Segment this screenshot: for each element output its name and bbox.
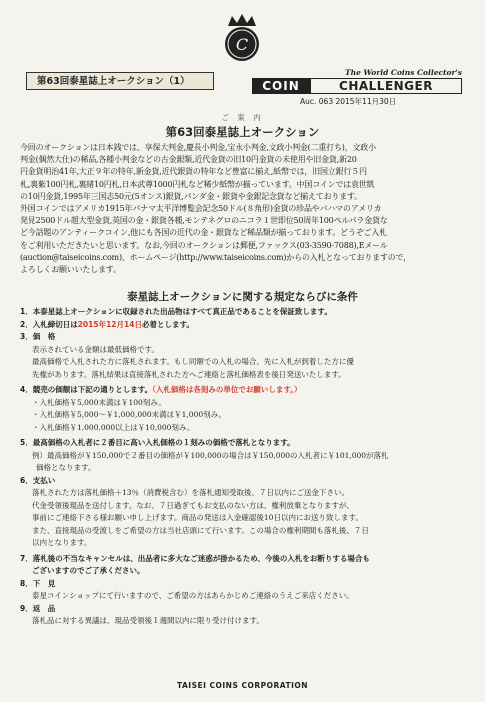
footer-company: TAISEI COINS CORPORATION	[176, 681, 309, 690]
intro-line: 外国コインではアメリカ1915年パナマ太平洋博覧会記念50ドル(８角形)金貨の珍品やバハマのアメリカ	[20, 204, 382, 214]
brand-logo	[252, 78, 462, 94]
rule-2: 2．入札締切日は2015年12月14日必着とします。	[20, 319, 194, 329]
rule-3-heading: 3．価 格	[20, 332, 56, 341]
svg-text:C: C	[235, 35, 249, 54]
bid-increment: ・入札価格￥1,000,000以上は￥10,000刻み。	[32, 422, 195, 432]
intro-line: の10円金貨,1995年三国志50元(5オンス)銀貨,パンダ金・銀貨や金銀記念貨など揃えております。	[20, 191, 362, 201]
rule-5-example: 例）最高価格が￥150,000で２番目の価格が￥100,000の場合は￥150,000の入札者に￥101,000が落札	[32, 450, 389, 460]
page-title-box: 第63回泰星誌上オークション（1）	[26, 72, 214, 90]
issue-date: Auc. 063 2015年11月30日	[300, 97, 397, 106]
intro-line: 円金貨明治41年,大正９年の特年,新金貨,近代銀貨の特年など豊富に揃え,紙幣では，旧国立銀行５円	[20, 167, 367, 177]
rule-6-text: 代金受領後現品を送付します。なお、７日過ぎてもお支払のない方は、権利放棄となりますが、	[32, 500, 354, 510]
rule-7: 7．落札後の不当なキャンセルは、出品者に多大なご迷惑が掛かるため、今後の入札をお断りする場合も	[20, 553, 370, 563]
rule-8-heading: 8．下 見	[20, 578, 56, 588]
crown-monogram-icon	[218, 12, 266, 64]
rule-5-example: 価格となります。	[36, 463, 96, 472]
main-title: 第63回泰星誌上オークション	[165, 125, 320, 139]
rule-6-text: また、直接現品の受渡しをご希望の方は当社店頭にて行います。この場合の権利期間も落札後、７日	[32, 525, 369, 535]
brand-subtitle: The World Coins Collector's	[345, 68, 462, 77]
section-label: ご 案 内	[221, 113, 264, 122]
rule-3-text: 最高価格で入札された方に落札されます。もし同額での入札の場合、先に入札が到着した方に優	[32, 357, 354, 366]
rule-7-text: ございますのでご了承ください。	[32, 566, 145, 575]
rule-6-text: 事前にご連絡下さる様お願い申し上げます。商品の発送は入金確認後10日以内にお送り致します。	[32, 513, 363, 522]
rule-9-heading: 9．返 品	[20, 603, 56, 613]
deadline-date: 2015年12月14日	[77, 319, 142, 329]
intro-line: 札,裏紫100円札,裏緒10円札,日本武尊1000円札など稀少紙幣が揃っています。中国コインでは袁世凱	[20, 179, 375, 189]
rule-6-heading: 6．支払い	[20, 475, 56, 485]
rule-3-text: 表示されている金額は最低価格です。	[32, 344, 159, 354]
intro-paragraph	[20, 142, 465, 276]
bid-increment: ・入札価格￥5,000未満は￥100刻み。	[32, 397, 166, 407]
rule-5: 5．最高価格の入札者に２番目に高い入札価格の１刻みの価格で落札となります。	[20, 438, 295, 447]
intro-line: ど今話題のアンティークコイン,他にも各国の近代の金・銀貨など稀品類が揃っております。どうぞご入札	[20, 228, 387, 238]
bid-unit-note: （入札価格は各刻みの単位でお願いします。）	[152, 385, 302, 394]
rule-9-text: 落札品に対する異議は、現品受領後１週間以内に限り受け付けます。	[32, 616, 264, 625]
rules-title: 泰星誌上オークションに関する規定ならびに条件	[127, 291, 358, 303]
brand-challenger: CHALLENGER	[310, 78, 462, 94]
intro-line: 今回のオークションは日本銭では、享保大判金,慶長小判金,宝永小判金,文政小判金(二重打ち)，文政小	[20, 143, 376, 152]
rule-6-text: 落札された方は落札価格＋13％（消費税含む）を落札通知受取後、７日以内にご送金下さい。	[32, 488, 350, 497]
intro-line: 発見2500ドル超大型金貨,英国の金・銀貨各種,モンテネグロのニコラ１世即位50周年100ペルパラ金貨な	[20, 216, 388, 226]
intro-line: 判金(偶然大仕)の稀品,各種小判金などの古金銀類,近代金貨の旧10円金貨の未使用や旧金貨,新20	[20, 155, 357, 165]
intro-line: よろしくお願いいたします。	[20, 265, 121, 275]
rules-list	[20, 306, 468, 628]
brand-coin: COIN	[252, 78, 310, 94]
intro-line: (auction@taiseicoins.com)、ホームページ(http://www.taiseicoins.com)からの入札となっておりますので，	[20, 252, 411, 262]
rule-6-text: 以内となります。	[32, 538, 92, 547]
rule-8-text: 泰星コインショップにて行いますので、ご希望の方はあらかじめご連絡のうえご来店ください。	[32, 591, 354, 600]
rule-4: 4．競売の価額は下記の通りとします。（入札価格は各刻みの単位でお願いします。）	[20, 385, 302, 394]
rule-1: 1．本泰星誌上オークションに収録された出品物はすべて真正品であることを保証致します。	[20, 307, 332, 316]
intro-line: をご利用いただきたいと思います。なお,今回のオークションは郵便,ファックス(03-3590-7088),Eメール	[20, 240, 388, 250]
bid-increment: ・入札価格￥5,000～￥1,000,000未満は￥1,000刻み。	[32, 410, 227, 419]
rule-3-text: 先権があります。落札結果は直接落札された方へご連絡と落札価格表を後日発送いたします。	[32, 369, 346, 379]
